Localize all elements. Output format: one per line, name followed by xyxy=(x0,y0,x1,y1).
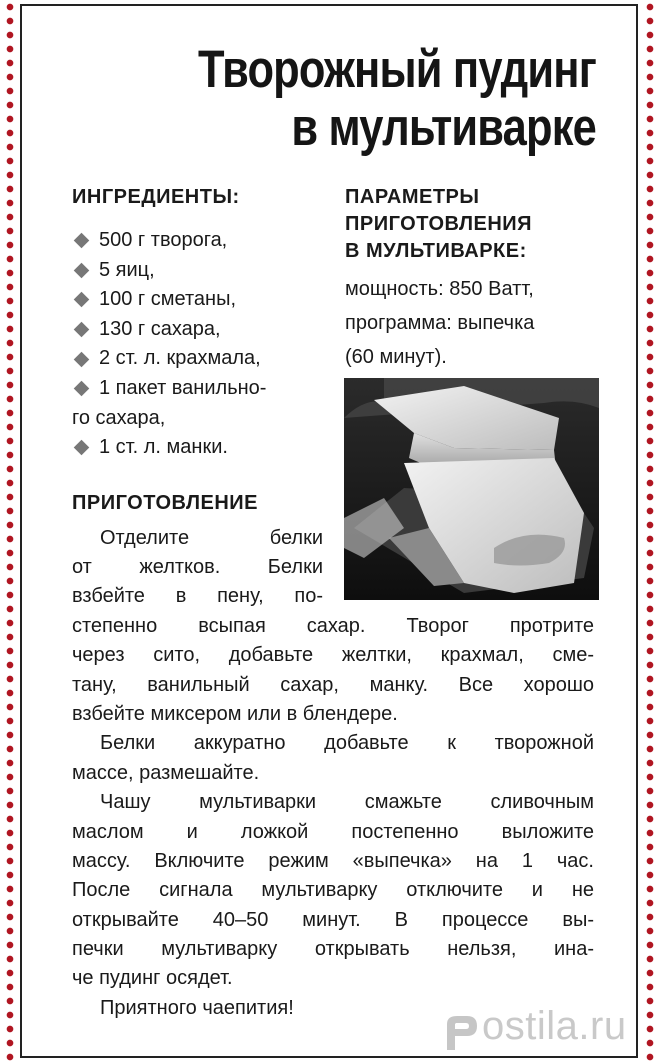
diamond-bullet-icon xyxy=(74,440,90,456)
diamond-bullet-icon xyxy=(74,233,90,249)
title-line-2: в мультиварке xyxy=(291,98,596,157)
prep-line: че пудинг осядет. xyxy=(72,967,233,989)
ingredient-item: 2 ст. л. крахмала, xyxy=(72,344,332,374)
right-ornament-border xyxy=(643,0,657,1064)
ingredient-item: 1 ст. л. манки. xyxy=(72,433,332,463)
prep-line: взбейте миксером или в блендере. xyxy=(72,703,398,725)
diamond-bullet-icon xyxy=(74,292,90,308)
title-line-1: Творожный пудинг xyxy=(198,40,596,99)
params-heading-line-2: ПРИГОТОВЛЕНИЯ xyxy=(345,213,533,235)
prep-closing-line: Приятного чаепития! xyxy=(100,997,294,1019)
preparation-heading: ПРИГОТОВЛЕНИЕ xyxy=(72,492,258,514)
params-heading-line-1: ПАРАМЕТРЫ xyxy=(345,186,480,208)
diamond-bullet-icon xyxy=(74,351,90,367)
left-ornament-border xyxy=(3,0,17,1064)
prep-line: массу. Включите режим «выпечка» на 1 час. xyxy=(72,850,594,872)
ingredient-continuation: го сахара, xyxy=(72,406,166,429)
ingredient-item: 130 г сахара, xyxy=(72,315,332,345)
prep-line: Отделите белки xyxy=(100,527,323,549)
prep-line: маслом и ложкой постепенно выложите xyxy=(72,821,594,843)
ingredients-heading: ИНГРЕДИЕНТЫ: xyxy=(72,186,240,208)
prep-line: массе, размешайте. xyxy=(72,762,260,784)
prep-line: открывайте 40–50 минут. В процессе вы- xyxy=(72,909,594,931)
params-heading-line-3: В МУЛЬТИВАРКЕ: xyxy=(345,240,527,262)
ingredient-item: 500 г творога, xyxy=(72,226,332,256)
ingredient-item: 1 пакет ванильно- xyxy=(72,374,332,404)
params-program: программа: выпечка xyxy=(345,312,535,334)
diamond-bullet-icon xyxy=(74,381,90,397)
ingredient-item: 5 яиц, xyxy=(72,256,332,286)
params-duration: (60 минут). xyxy=(345,346,447,368)
prep-line: тану, ванильный сахар, манку. Все хорошо xyxy=(72,674,594,696)
watermark-text: ostila.ru xyxy=(482,1004,627,1048)
diamond-bullet-icon xyxy=(74,322,90,338)
prep-line: через сито, добавьте желтки, крахмал, сме- xyxy=(72,644,594,666)
prep-line: от желтков. Белки xyxy=(72,556,323,578)
diamond-bullet-icon xyxy=(74,263,90,279)
params-power: мощность: 850 Ватт, xyxy=(345,278,534,300)
prep-line: степенно всыпая сахар. Творог протрите xyxy=(72,615,594,637)
prep-line: Чашу мультиварки смажьте сливочным xyxy=(100,791,594,813)
postila-logo-icon xyxy=(441,1012,481,1052)
prep-line: взбейте в пену, по- xyxy=(72,585,323,607)
prep-line: Белки аккуратно добавьте к творожной xyxy=(100,732,594,754)
prep-line: печки мультиварку открывать нельзя, ина- xyxy=(72,938,594,960)
pudding-photo xyxy=(344,378,599,600)
ingredient-item: 100 г сметаны, xyxy=(72,285,332,315)
ingredients-list xyxy=(72,226,332,463)
prep-line: После сигнала мультиварку отключите и не xyxy=(72,879,594,901)
params-details xyxy=(345,272,534,374)
